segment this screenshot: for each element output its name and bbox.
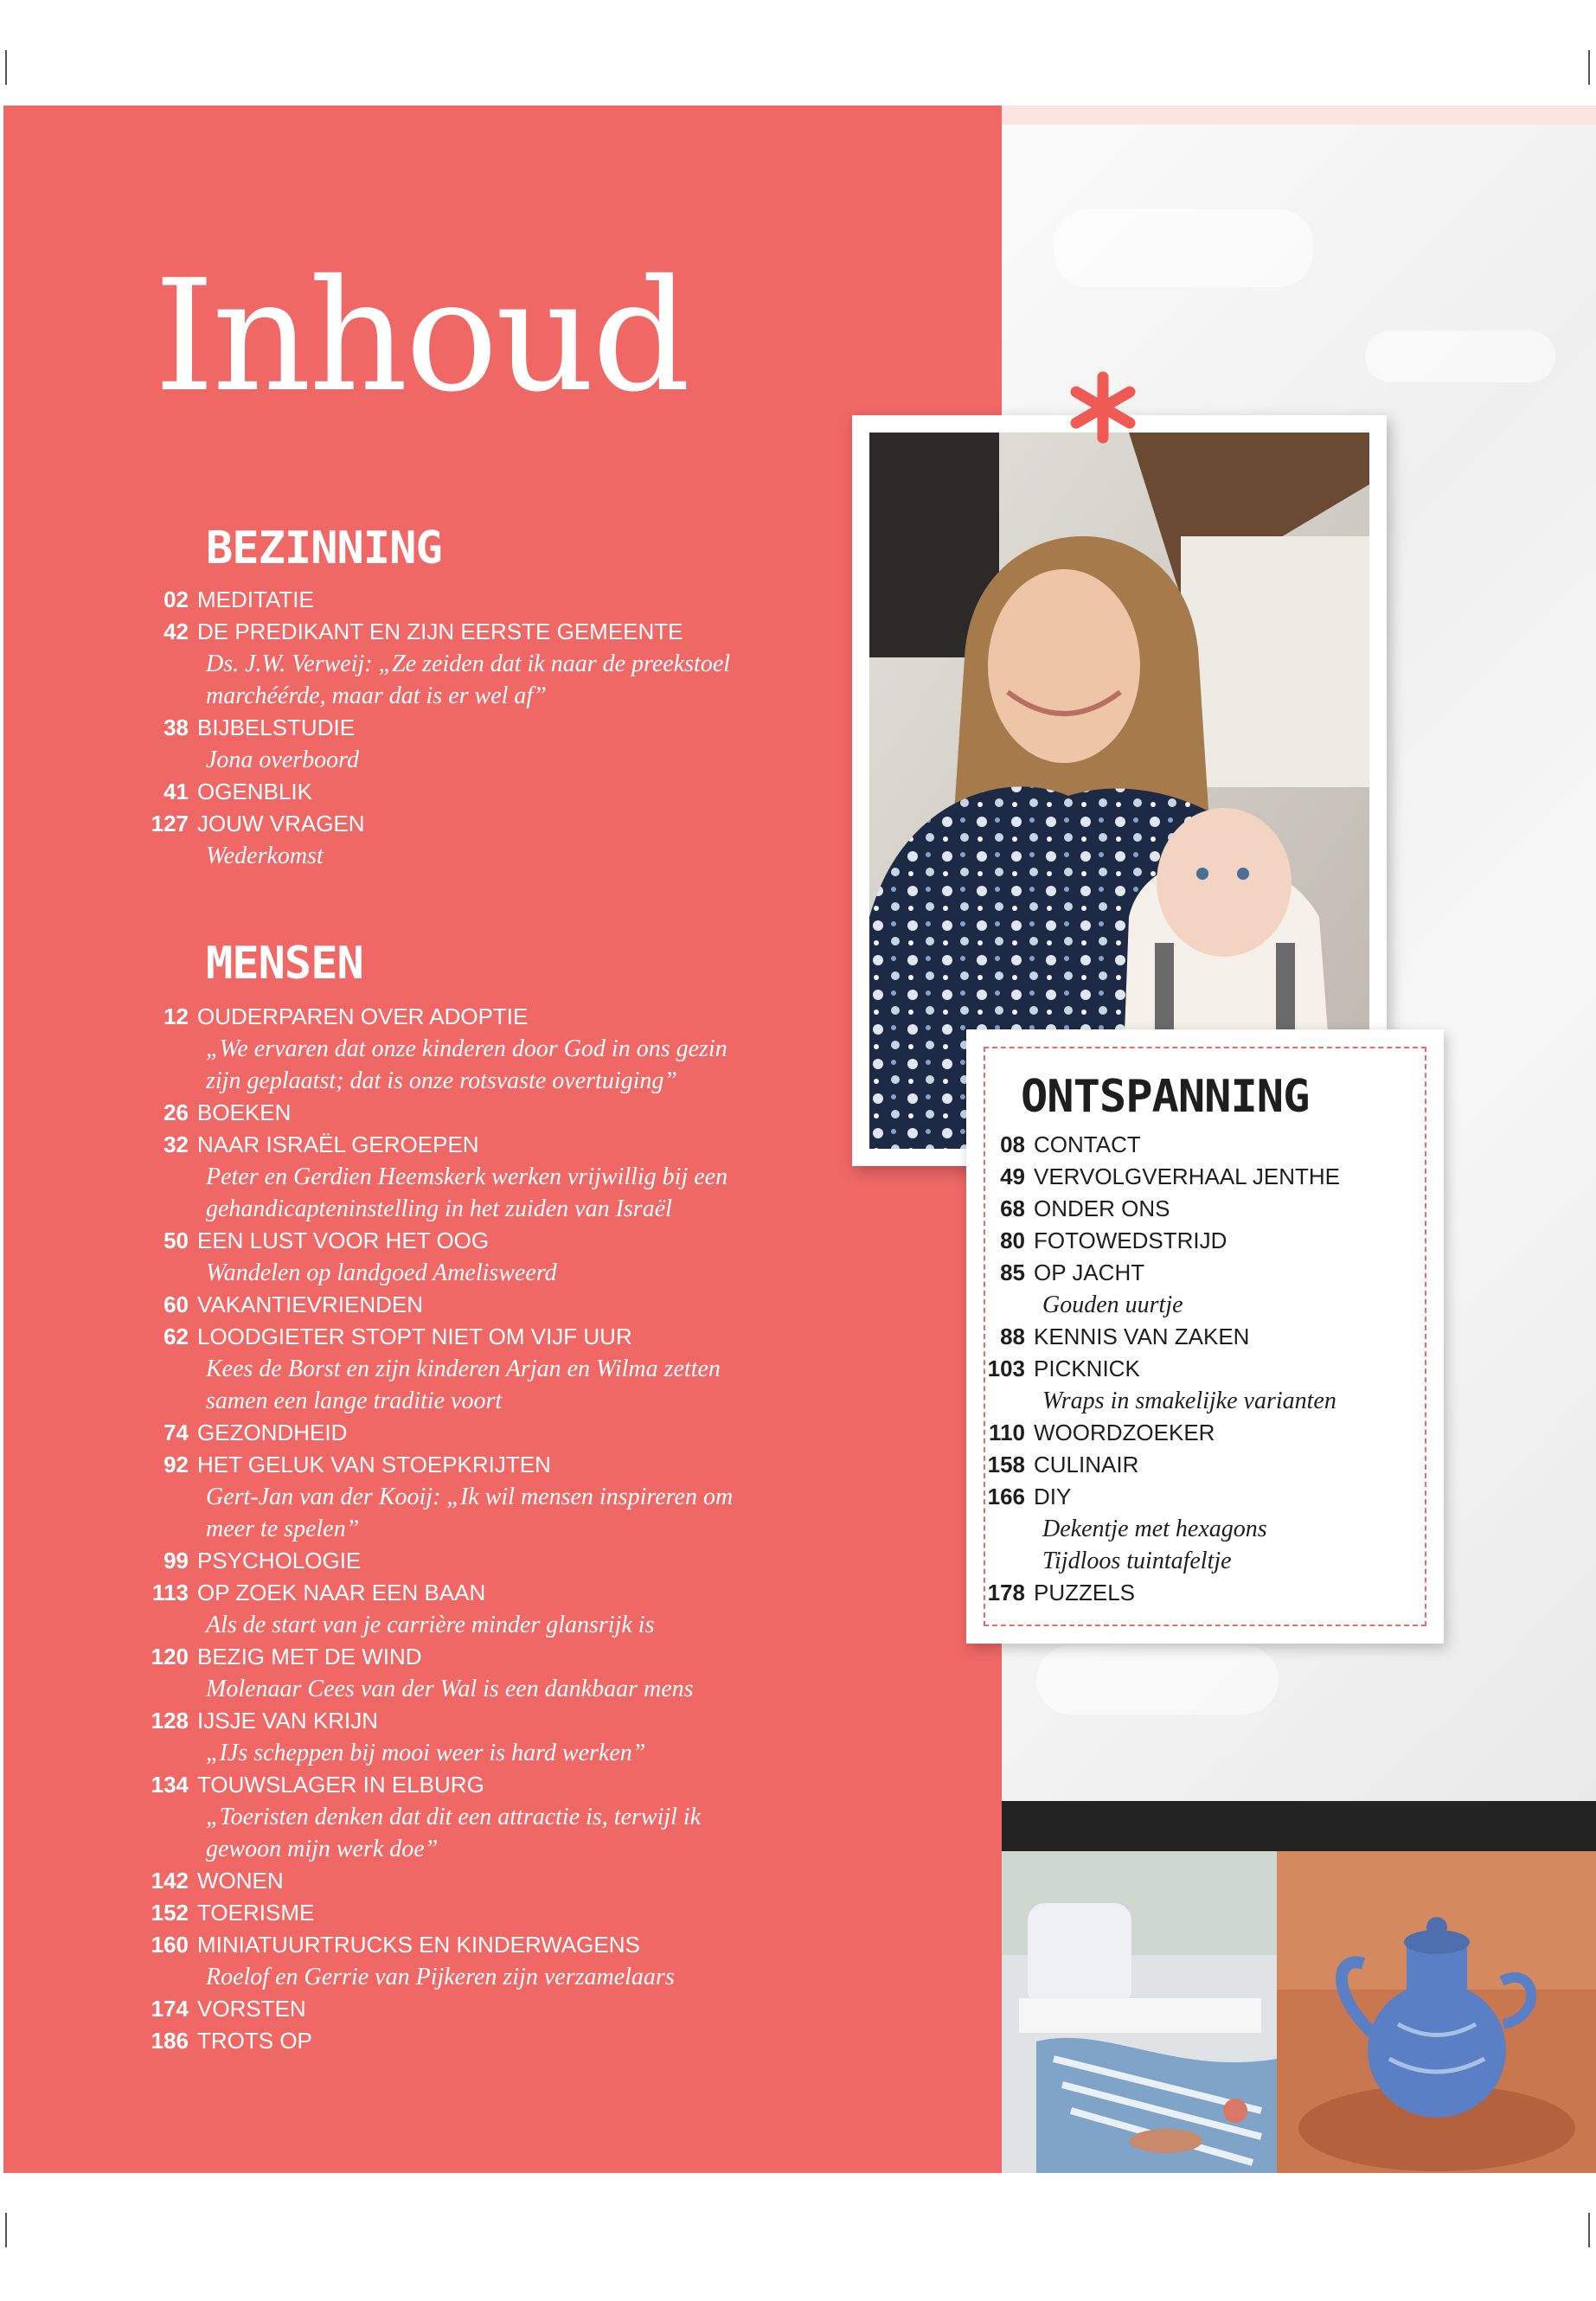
toc-entry[interactable]	[0, 712, 995, 744]
toc-list-ontspanning	[843, 1129, 1449, 1609]
toc-entry-subtitle: gehandicapteninstelling in het zuiden van Israël	[206, 1195, 672, 1222]
toc-entry-subtitle: Jona overboord	[206, 747, 360, 773]
section-heading-ontspanning: ONTSPANNING	[1021, 1071, 1310, 1123]
toc-page-number: 166	[987, 1484, 1025, 1509]
toc-entry-title: FOTOWEDSTRIJD	[1034, 1227, 1227, 1253]
toc-entry-subtitle: Ds. J.W. Verweij: „Ze zeiden dat ik naar de preekstoel	[206, 651, 731, 677]
toc-entry-title: TROTS OP	[197, 2028, 312, 2054]
toc-page-number: 99	[163, 1548, 189, 1574]
toc-entry-title: BEZIG MET DE WIND	[197, 1644, 422, 1670]
toc-entry-subtitle: Molenaar Cees van der Wal is een dankbaar mens	[206, 1676, 694, 1702]
section-heading-bezinning: BEZINNING	[206, 522, 442, 574]
toc-entry-title: PSYCHOLOGIE	[197, 1548, 362, 1574]
toc-entry-title: EEN LUST VOOR HET OOG	[197, 1227, 490, 1253]
toc-page-number: 74	[163, 1420, 189, 1445]
toc-page-number: 152	[151, 1900, 189, 1926]
toc-page-number: 32	[163, 1131, 189, 1157]
toc-page-number: 110	[989, 1420, 1025, 1445]
toc-page-number: 186	[151, 2028, 189, 2054]
toc-page-number: 12	[163, 1003, 189, 1029]
toc-entry[interactable]	[0, 1897, 995, 1929]
pink-strip	[1002, 106, 1596, 125]
toc-entry-title: WOORDZOEKER	[1034, 1420, 1215, 1445]
toc-entry[interactable]	[0, 808, 995, 840]
toc-entry-subtitle: Kees de Borst en zijn kinderen Arjan en Wilma zetten	[206, 1356, 721, 1382]
toc-entry-subtitle: Wraps in smakelijke varianten	[1042, 1388, 1336, 1414]
toc-entry-subtitle: „We ervaren dat onze kinderen door God in ons gezin	[206, 1035, 727, 1062]
toc-entry-title: KENNIS VAN ZAKEN	[1034, 1324, 1250, 1349]
toc-page-number: 02	[163, 586, 189, 612]
toc-entry-title: WONEN	[197, 1868, 284, 1894]
toc-page-number: 85	[1000, 1259, 1025, 1285]
toc-entry-title: BOEKEN	[197, 1099, 292, 1125]
toc-page-number: 88	[1000, 1324, 1025, 1349]
toc-entry-title: TOERISME	[197, 1900, 315, 1926]
toc-page-number: 50	[163, 1227, 189, 1253]
toc-entry-title: CULINAIR	[1034, 1452, 1139, 1477]
dark-band	[1002, 1801, 1596, 1851]
toc-entry-title: TOUWSLAGER IN ELBURG	[197, 1772, 484, 1798]
crop-mark	[5, 2213, 7, 2247]
toc-entry-title: DIY	[1034, 1484, 1072, 1509]
toc-page-number: 42	[163, 619, 189, 644]
section-heading-mensen: MENSEN	[206, 938, 363, 990]
toc-entry-title: GEZONDHEID	[197, 1420, 348, 1445]
toc-page-number: 127	[151, 811, 189, 836]
toc-entry[interactable]	[843, 1193, 1449, 1225]
toc-page-number: 120	[151, 1644, 189, 1670]
toc-entry[interactable]	[843, 1417, 1449, 1449]
toc-page-number: 49	[1000, 1163, 1025, 1189]
toc-entry[interactable]	[0, 1993, 995, 2025]
toc-entry-title: PICKNICK	[1034, 1356, 1140, 1381]
toc-entry-title: VERVOLGVERHAAL JENTHE	[1034, 1163, 1340, 1189]
toc-page-number: 26	[163, 1099, 189, 1125]
toc-entry[interactable]	[843, 1481, 1449, 1513]
toc-page-number: 113	[152, 1580, 189, 1606]
toc-entry-title: OP ZOEK NAAR EEN BAAN	[197, 1580, 486, 1606]
toc-entry-title: LOODGIETER STOPT NIET OM VIJF UUR	[197, 1324, 632, 1349]
toc-entry-title: OUDERPAREN OVER ADOPTIE	[197, 1003, 529, 1029]
page-title: Inhoud	[154, 247, 689, 426]
toc-entry-title: VORSTEN	[197, 1996, 306, 2022]
toc-entry-subtitle: zijn geplaatst; dat is onze rotsvaste overtuiging”	[206, 1067, 677, 1094]
toc-entry-subtitle: meer te spelen”	[206, 1516, 360, 1542]
toc-entry-title: DE PREDIKANT EN ZIJN EERSTE GEMEENTE	[197, 619, 683, 644]
toc-list-bezinning	[0, 584, 995, 872]
toc-page-number: 142	[151, 1868, 189, 1894]
toc-page-number: 160	[151, 1932, 189, 1958]
crop-mark	[1588, 2213, 1590, 2247]
toc-entry-title: BIJBELSTUDIE	[197, 715, 356, 740]
toc-entry-title: MEDITATIE	[197, 586, 314, 612]
toc-entry-title: CONTACT	[1034, 1131, 1141, 1157]
toc-entry[interactable]	[0, 1705, 995, 1737]
toc-page-number: 62	[163, 1324, 189, 1349]
toc-entry[interactable]	[0, 776, 995, 808]
toc-entry-title: ONDER ONS	[1034, 1195, 1170, 1221]
toc-entry[interactable]	[0, 1097, 995, 1129]
toc-page-number: 128	[151, 1708, 189, 1734]
asterisk-icon	[1066, 370, 1140, 445]
toc-page-number: 60	[163, 1292, 189, 1317]
toc-page-number: 178	[987, 1580, 1025, 1606]
toc-entry-subtitle: Peter en Gerdien Heemskerk werken vrijwillig bij een	[206, 1163, 728, 1190]
toc-entry[interactable]	[843, 1449, 1449, 1481]
toc-entry-subtitle: Gouden uurtje	[1042, 1292, 1183, 1318]
toc-entry[interactable]	[0, 1929, 995, 1961]
toc-entry-title: IJSJE VAN KRIJN	[197, 1708, 379, 1734]
toc-page-number: 174	[151, 1996, 189, 2022]
toc-entry[interactable]	[843, 1577, 1449, 1609]
toc-entry-title: OGENBLIK	[197, 779, 312, 804]
toc-entry-title: HET GELUK VAN STOEPKRIJTEN	[197, 1452, 551, 1477]
blue-teapot-photo	[1277, 1851, 1596, 2173]
toc-entry-title: VAKANTIEVRIENDEN	[197, 1292, 424, 1317]
toc-entry[interactable]	[843, 1353, 1449, 1385]
toc-entry-subtitle: „Toeristen denken dat dit een attractie is, terwijl ik	[206, 1804, 702, 1830]
toc-entry-title: OP JACHT	[1034, 1259, 1145, 1285]
toc-entry-title: PUZZELS	[1034, 1580, 1136, 1606]
toc-page-number: 103	[987, 1356, 1025, 1381]
toc-entry[interactable]	[0, 1769, 995, 1801]
picnic-table-photo	[1002, 1851, 1277, 2173]
toc-page-number: 158	[987, 1452, 1025, 1477]
toc-entry-subtitle: Gert-Jan van der Kooij: „Ik wil mensen inspireren om	[206, 1484, 734, 1510]
toc-page-number: 08	[1000, 1131, 1025, 1157]
toc-entry-subtitle: Als de start van je carrière minder glansrijk is	[206, 1612, 655, 1638]
crop-mark	[5, 50, 7, 85]
toc-entry-subtitle: Tijdloos tuintafeltje	[1042, 1548, 1232, 1574]
toc-page-number: 38	[163, 715, 189, 740]
toc-entry[interactable]	[843, 1321, 1449, 1353]
toc-entry-subtitle: „IJs scheppen bij mooi weer is hard werken”	[206, 1740, 646, 1766]
toc-page-number: 92	[163, 1452, 189, 1477]
toc-page-number: 134	[151, 1772, 189, 1798]
toc-entry-title: MINIATUURTRUCKS EN KINDERWAGENS	[197, 1932, 640, 1958]
toc-entry[interactable]	[0, 616, 995, 648]
toc-entry-subtitle: gewoon mijn werk doe”	[206, 1836, 439, 1862]
crop-mark	[1588, 50, 1590, 85]
toc-entry-title: JOUW VRAGEN	[197, 811, 365, 836]
toc-entry-subtitle: Wandelen op landgoed Amelisweerd	[206, 1259, 557, 1286]
toc-entry-subtitle: marchéérde, maar dat is er wel af”	[206, 683, 547, 709]
toc-entry[interactable]	[0, 584, 995, 616]
toc-entry-subtitle: samen een lange traditie voort	[206, 1388, 503, 1414]
toc-entry-subtitle: Roelof en Gerrie van Pijkeren zijn verzamelaars	[206, 1964, 675, 1990]
toc-entry-subtitle: Wederkomst	[206, 843, 324, 869]
toc-entry[interactable]	[0, 2025, 995, 2057]
toc-entry-title: NAAR ISRAËL GEROEPEN	[197, 1131, 479, 1157]
toc-entry[interactable]	[843, 1257, 1449, 1289]
toc-page-number: 80	[1000, 1227, 1025, 1253]
toc-entry[interactable]	[843, 1225, 1449, 1257]
toc-entry[interactable]	[843, 1161, 1449, 1193]
toc-page-number: 41	[163, 779, 189, 804]
toc-page-number: 68	[1000, 1195, 1025, 1221]
toc-entry[interactable]	[843, 1129, 1449, 1161]
toc-entry-subtitle: Dekentje met hexagons	[1042, 1516, 1267, 1542]
toc-entry[interactable]	[0, 1001, 995, 1033]
toc-entry[interactable]	[0, 1865, 995, 1897]
toc-entry[interactable]	[0, 1641, 995, 1673]
